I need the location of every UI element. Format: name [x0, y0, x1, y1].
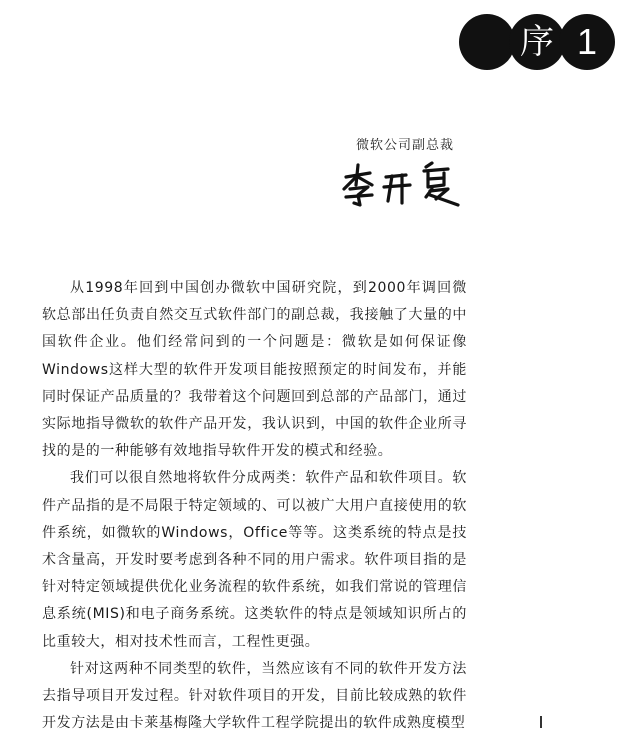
preface-number: 1 — [576, 21, 598, 62]
author-block — [340, 134, 470, 207]
badge-circle-number — [559, 14, 615, 70]
chapter-badge — [459, 14, 615, 70]
page-edge-mark — [540, 716, 542, 728]
paragraph-1: 从1998年回到中国创办微软中国研究院，到2000年调回微软总部出任负责自然交互式软件部门的副总裁，我接触了大量的中国软件企业。他们经常问到的一个问题是：微软是如何保证像Windows这样大型的软件开发项目能按照预定的时间发布，并能同时保证产品质量的？我带着这个问题回到总部的产品部门，通过实际地指导微软的软件产品开发，我认识到，中国的软件企业所寻找的是的一种能够有效地指导软件开发的模式和经验。 — [42, 280, 467, 460]
badge-circle-left — [459, 14, 515, 70]
author-title: 微软公司副总裁 — [355, 138, 454, 153]
author-signature — [340, 159, 470, 207]
paragraph-3: 针对这两种不同类型的软件，当然应该有不同的软件开发方法去指导项目开发过程。针对软件项目的开发，目前比较成熟的软件开发方法是由卡莱基梅隆大学软件工程学院提出的软件成熟度模型 — [42, 660, 467, 732]
preface-char: 序 — [520, 22, 554, 62]
badge-circle-preface — [509, 14, 565, 70]
preface-body — [42, 275, 467, 737]
paragraph-2: 我们可以很自然地将软件分成两类：软件产品和软件项目。软件产品指的是不局限于特定领域的、可以被广大用户直接使用的软件系统，如微软的Windows，Office等等。这类系统的特点是技术含量高，开发时要考虑到各种不同的用户需求。软件项目指的是针对特定领域提供优化业务流程的软件系统，如我们常说的管理信息系统(MIS)和电子商务系统。这类软件的特点是领域知识所占的比重较大，相对技术性而言，工程性更强。 — [42, 470, 467, 650]
signature-icon — [340, 159, 470, 207]
